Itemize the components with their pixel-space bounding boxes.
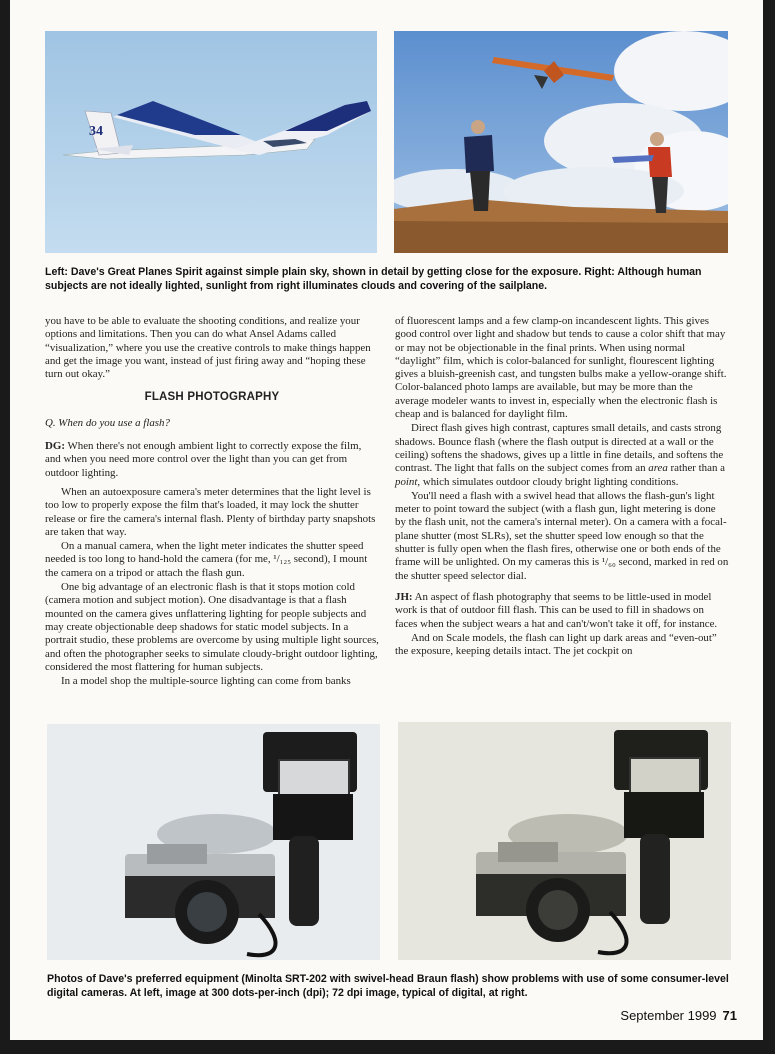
jh-answer-paragraph [395,591,729,631]
flash-advantage-paragraph: One big advantage of an electronic flash is that it stops motion cold (camera motion and subject motion). One disadvantage is that a flash mounted on the camera gives unflattering lighting for people subjects and may create objectionable deep shadows for static model subjects. In a portrait studio, these problems are overcome by using multiple light sources, and often the photographer seeks to simulate cloudy-bright outdoor lighting, considered the most flattering for human subjects. [45,581,379,673]
autoexposure-paragraph: When an autoexposure camera's meter determines that the light level is too low to properly expose the film that's loaded, it may lock the shutter release or fire the camera's internal flash. Plenty of birthday party snapshots are taken that way. [45,485,376,538]
magazine-page [10,0,763,1040]
question-paragraph: Q. When do you use a flash? [45,416,170,429]
tail-number: 34 [89,124,103,139]
camera-72dpi-photo [398,722,731,960]
camera-flash-lowres-illustration [398,722,731,960]
jh-label: JH: [395,590,413,603]
jh-answer-text: An aspect of flash photography that seems to be little-used in model work is that of outdoor fill flash. This can be used to fill in shadows on faces when the subject wears a hat and can't/won't take it off, for instance. [395,590,718,630]
camera-300dpi-photo [47,724,380,960]
page-number: 71 [722,1008,737,1023]
sailplane-sky-photo [45,31,377,253]
hillside-illustration [394,31,728,253]
hill-launch-photo [394,31,728,253]
top-photo-caption: Left: Dave's Great Planes Spirit against simple plain sky, shown in detail by getting close for the exposure. Right: Although human subjects are not ideally lighted, sunlight from right illuminates clouds and covering of the sailplane. [45,266,702,292]
section-heading: FLASH PHOTOGRAPHY [144,391,280,404]
left-text-column [45,315,379,689]
sailplane-illustration [45,31,377,253]
manual-camera-paragraph: On a manual camera, when the light meter indicates the shutter speed needed is too long to hand-hold the camera (for me, ¹/₁₂₅ second), I mount the camera on a tripod or attach the flash gun. [45,540,368,579]
issue-date: September 1999 [620,1008,717,1023]
dg-answer-paragraph [45,440,379,480]
right-text-column [395,315,729,659]
bottom-photo-caption: Photos of Dave's preferred equipment (Minolta SRT-202 with swivel-head Braun flash) show problems with use of some consumer-level digital cameras. At left, image at 300 dots-per-inch (dpi); 72 dpi image, typical of digital, at right. [47,973,729,999]
swivel-head-paragraph: You'll need a flash with a swivel head that allows the flash-gun's light meter to point toward the subject (with a flash gun, light metering is done by the flash unit, not the camera's internal meter). On a camera with a focal-plane shutter (most SLRs), set the shutter speed low enough so that the shutter is fully open when the flash fires, otherwise one or both ends of the frame will be unlighted. On my cameras this is ¹/₆₀ second, marked in red on the shutter speed selector dial. [395,489,729,582]
model-shop-paragraph: In a model shop the multiple-source lighting can come from banks [61,675,351,688]
scale-models-paragraph: And on Scale models, the flash can light up dark areas and “even-out” the exposure, keeping details intact. The jet cockpit on [395,631,717,658]
direct-flash-paragraph: Direct flash gives high contrast, captures small details, and casts strong shadows. Bounce flash (where the flash output is directed at a wall or the ceiling) softens the shadows, gives up a little in fine details, and softens the contrast. The light that falls on the subject comes from an area rather than a point, which simulates outdoor cloudy bright lighting conditions. [395,422,725,488]
dg-label: DG: [45,440,65,453]
camera-flash-illustration [47,724,380,960]
dg-answer-text: When there's not enough ambient light to correctly expose the film, and when you need more control over the light than you can get from outdoor lighting. [45,440,362,479]
page-footer [620,1008,737,1023]
intro-paragraph: you have to be able to evaluate the shooting conditions, and realize your options and limitations. Then you can do what Ansel Adams called “visualization,” where you use the creative controls to make things happen and get the image you want, instead of just firing away and “hoping these turn out okay.” [45,315,371,381]
fluorescent-paragraph: of fluorescent lamps and a few clamp-on incandescent lights. This gives good control over light and shadow but tends to cause a color shift that may or may not be objectionable in the final prints. When using normal “daylight” film, which is color-balanced for sunlight, flourescent lighting gives a bluish-greenish cast, and tungsten bulbs make a yellow-orange shift. Color-balanced photo lamps are available, but may be more than the average modeler wants to invest in, especially when the electronic flash is cheap and is balanced for daylight film. [395,315,727,421]
